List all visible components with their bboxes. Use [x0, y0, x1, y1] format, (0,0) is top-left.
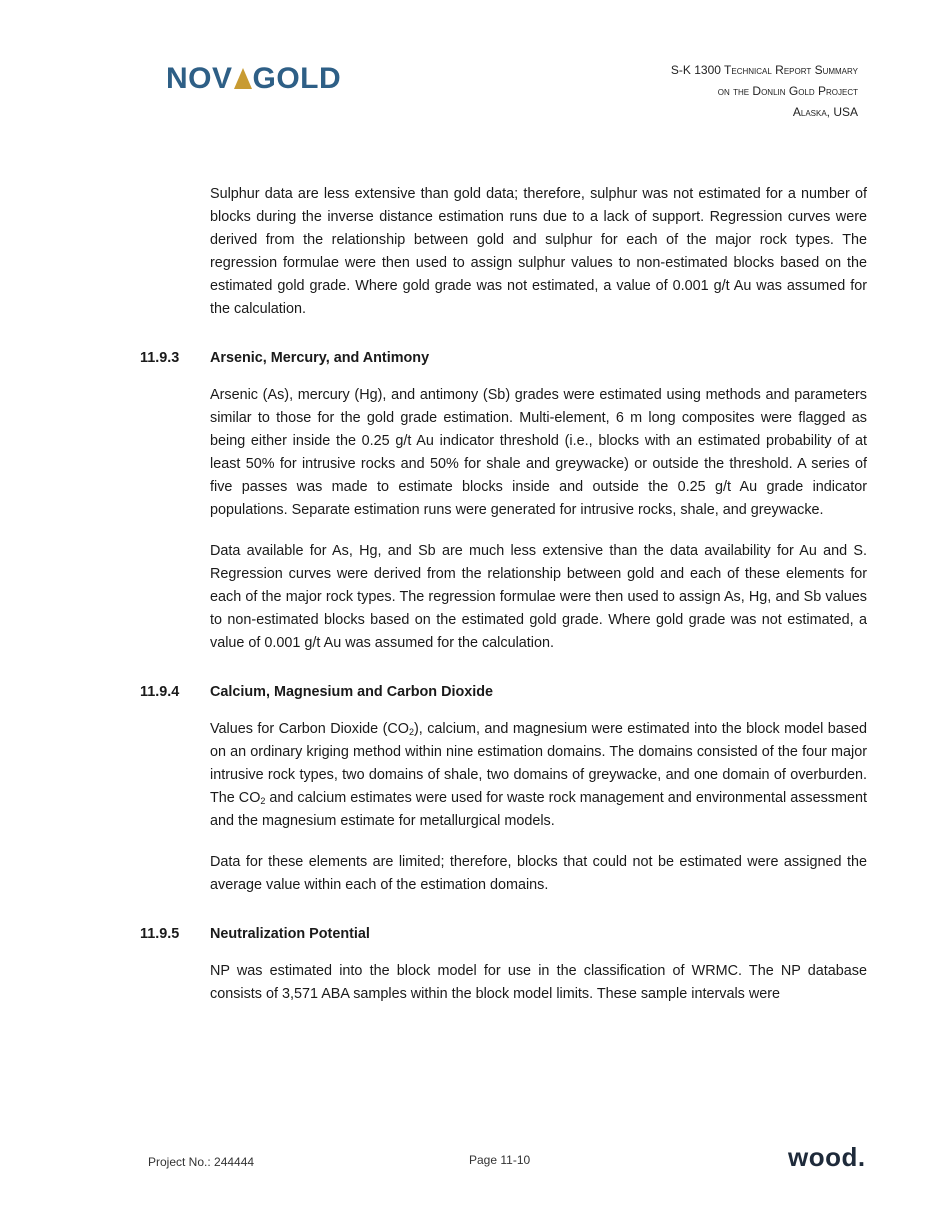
page-number: Page 11-10: [469, 1153, 531, 1167]
page-content: [140, 183, 867, 1024]
novagold-logo: [166, 62, 341, 96]
paragraph-calcium-1: [210, 718, 867, 833]
paragraph-arsenic-2: Data available for As, Hg, and Sb are much less extensive than the data availability for Au and S. Regression curves were derived from the relationship between gold and each of these elements for each of the major rock types. The regression formulae were then used to assign As, Hg, and Sb values to non-estimated blocks based on the estimated gold grade. Where gold grade was not estimated, a value of 0.001 g/t Au was assumed for the calculation.: [210, 543, 867, 651]
paragraph-arsenic-1: Arsenic (As), mercury (Hg), and antimony (Sb) grades were estimated using methods and parameters similar to those for the gold grade estimation. Multi-element, 6 m long composites were flagged as being either inside the 0.25 g/t Au indicator threshold (i.e., blocks with an estimated probability of at least 50% for intrusive rocks and 50% for shale and greywacke) or outside the threshold. A series of five passes was made to estimate blocks inside and outside the 0.25 g/t Au grade indicator populations. Separate estimation runs were generated for intrusive rocks, shale, and greywacke.: [210, 387, 867, 518]
section-number: 11.9.3: [140, 350, 180, 366]
logo-prefix: NOV: [166, 62, 233, 95]
section-heading-11-9-4: [140, 681, 867, 704]
header-title-line1: S-K 1300 Technical Report Summary: [670, 63, 858, 77]
section-number: 11.9.4: [140, 684, 180, 700]
section-title: Neutralization Potential: [210, 926, 370, 942]
report-header: [671, 60, 858, 123]
logo-triangle-icon: [234, 68, 252, 89]
paragraph-sulphur: Sulphur data are less extensive than gold data; therefore, sulphur was not estimated for a number of blocks during the inverse distance estimation runs due to a lack of support. Regression curves were derived from the relationship between gold and sulphur for each of the major rock types. The regression formulae were then used to assign sulphur values to non-estimated blocks based on the estimated gold grade. Where gold grade was not estimated, a value of 0.001 g/t Au was assumed for the calculation.: [210, 186, 867, 317]
section-heading-11-9-5: [140, 923, 867, 946]
logo-suffix: GOLD: [252, 62, 342, 95]
paragraph-np-1: NP was estimated into the block model for use in the classification of WRMC. The NP database consists of 3,571 ABA samples within the block model limits. These sample intervals were: [210, 963, 867, 1002]
subscript: 2: [409, 727, 415, 737]
subscript: 2: [260, 796, 266, 806]
project-number: Project No.: 244444: [148, 1155, 255, 1169]
header-title-line3: Alaska, USA: [792, 105, 858, 119]
text-run: and calcium estimates were used for waste rock management and environmental assessment and the magnesium estimate for metallurgical models.: [210, 790, 867, 829]
section-title: Calcium, Magnesium and Carbon Dioxide: [210, 684, 494, 700]
section-title: Arsenic, Mercury, and Antimony: [210, 350, 430, 366]
text-run: ), calcium, and magnesium were estimated into the block model based on an ordinary kriging method within nine estimation domains. The domains consisted of the four major intrusive rock types, two domains of shale, two domains of greywacke, and one domain of overburden. The CO: [210, 721, 867, 806]
paragraph-calcium-2: Data for these elements are limited; therefore, blocks that could not be estimated were assigned the average value within each of the estimation domains.: [210, 854, 867, 893]
section-number: 11.9.5: [140, 926, 180, 942]
wood-logo: wood.: [788, 1142, 866, 1172]
section-heading-11-9-3: [140, 347, 867, 370]
text-run: Values for Carbon Dioxide (CO: [210, 721, 409, 737]
header-title-line2: on the Donlin Gold Project: [717, 84, 858, 98]
